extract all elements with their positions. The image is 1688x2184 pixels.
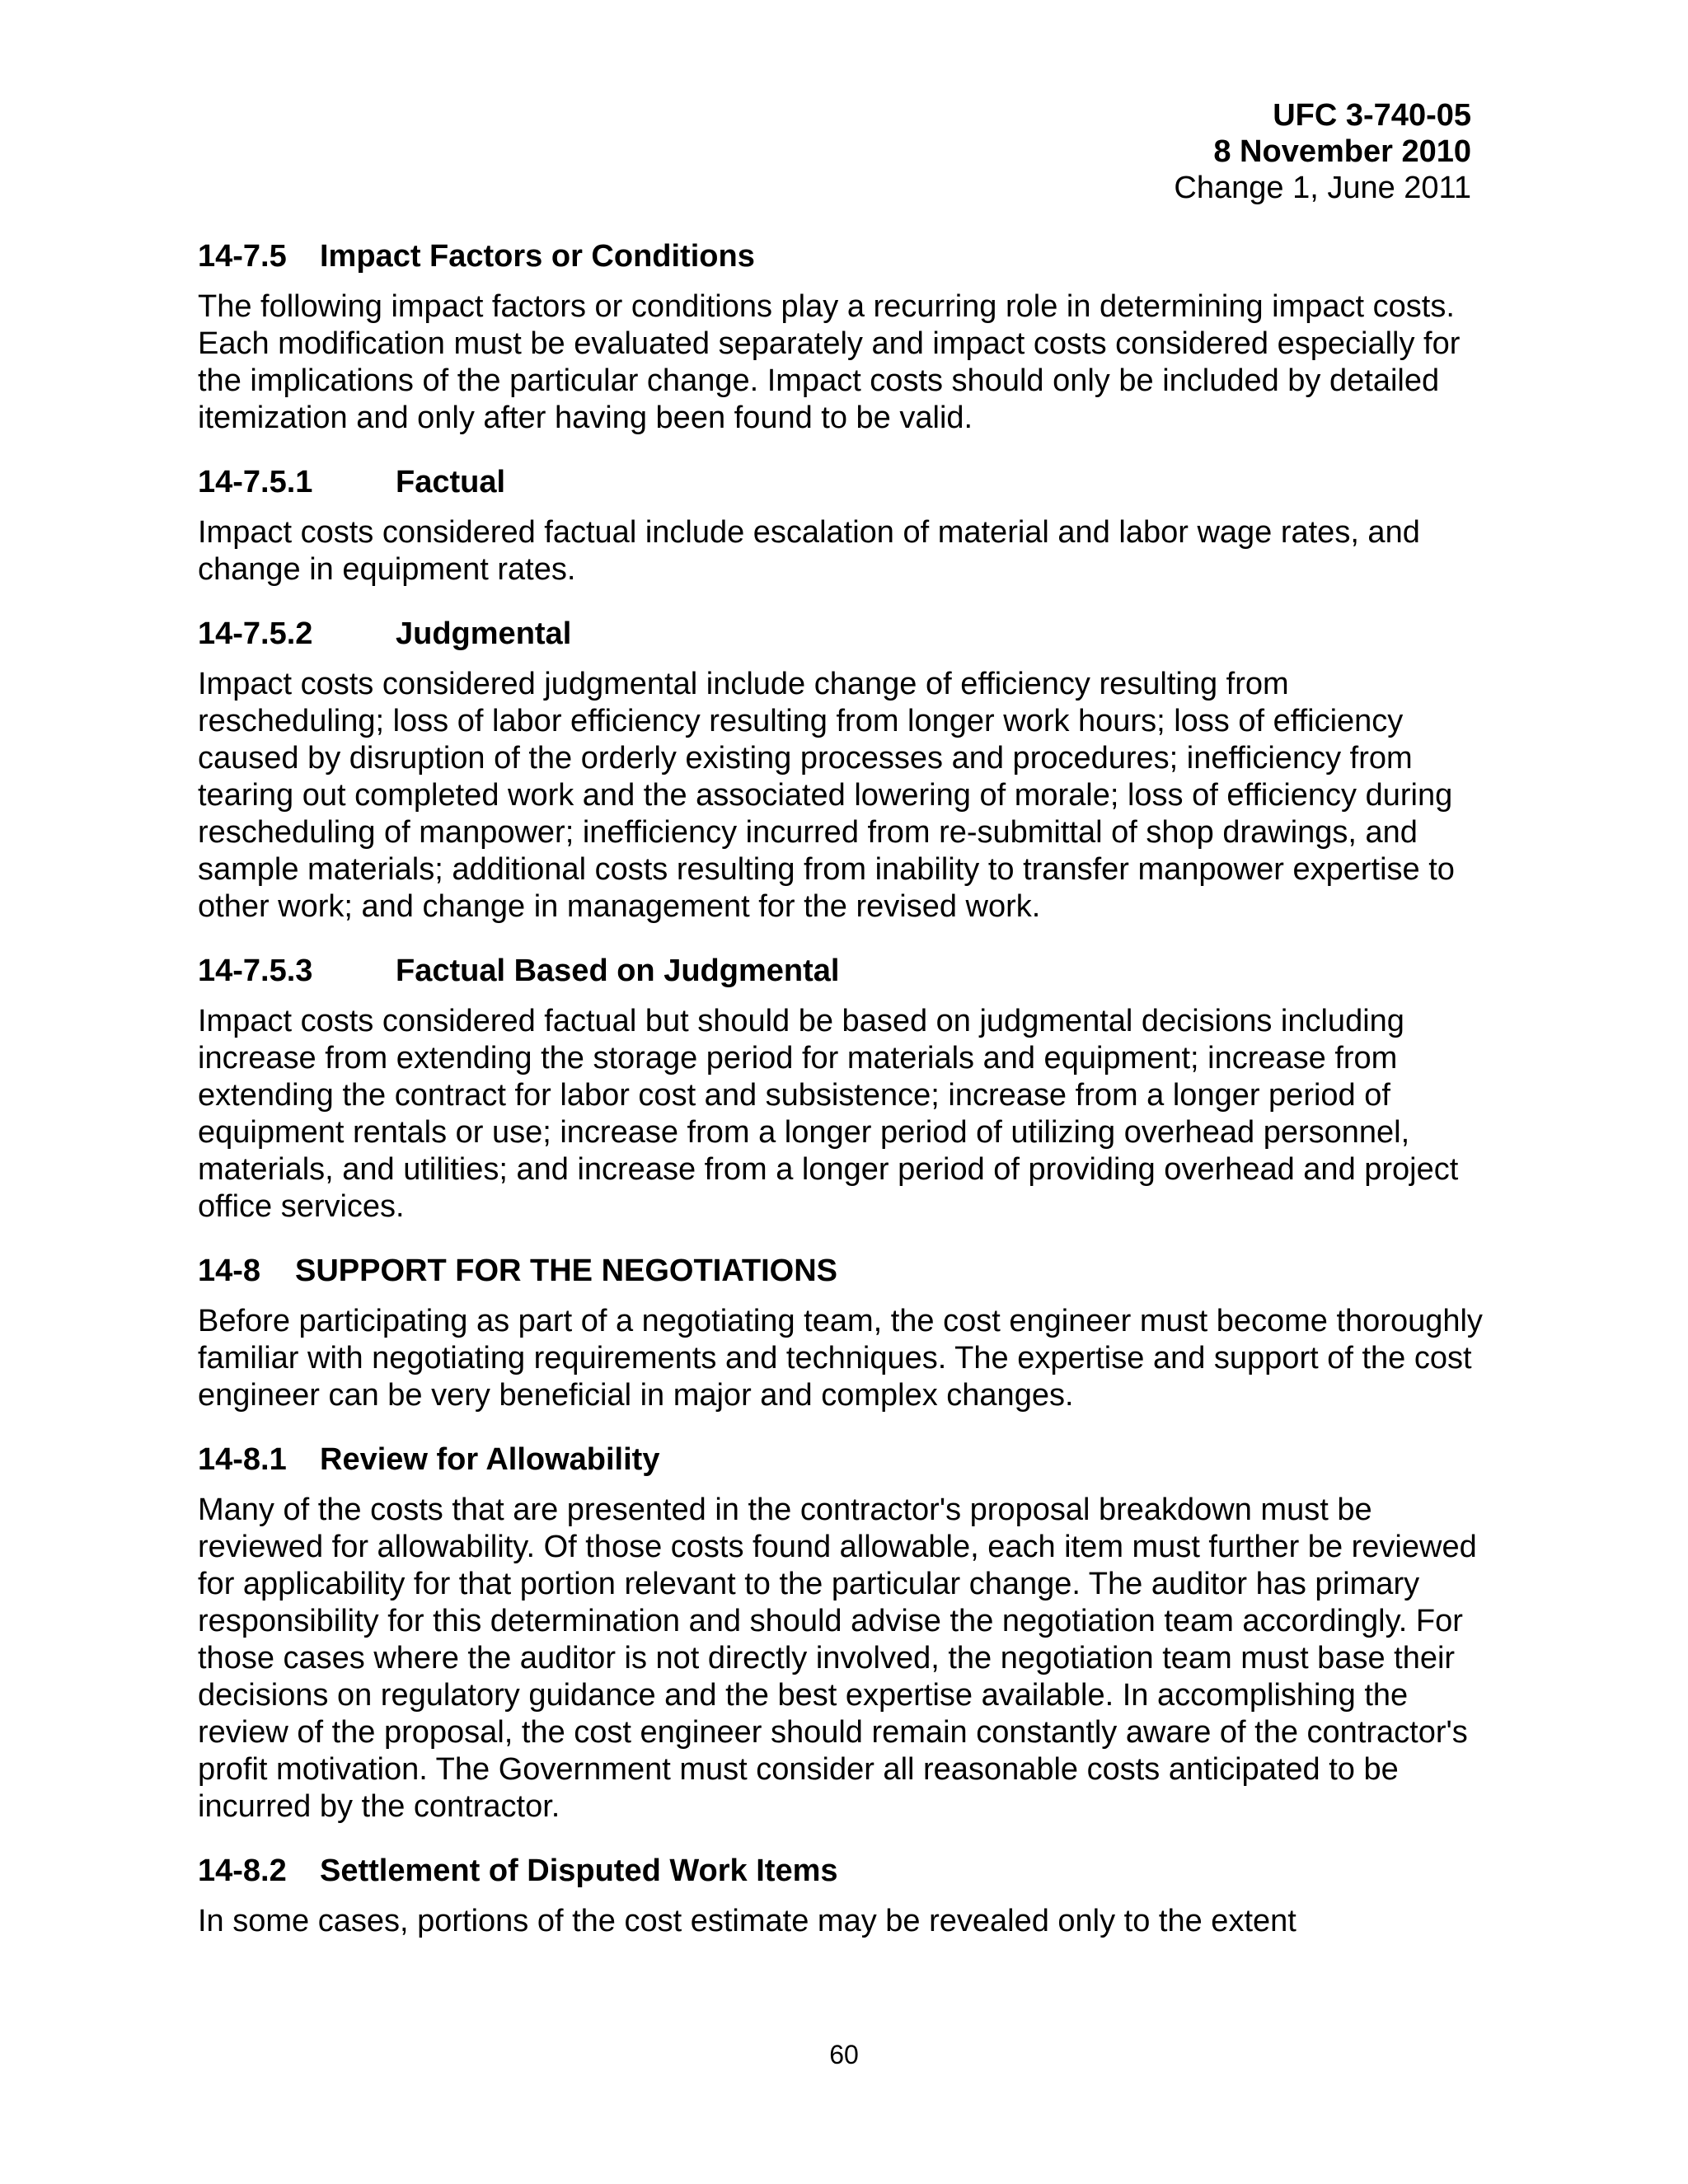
page-number: 60	[829, 2040, 859, 2069]
section-paragraph: Many of the costs that are presented in the contractor's proposal breakdown must be reviewed for allowability. Of those costs found allowable, each item must further be reviewed for applicability for that portion relevant to the particular change. The auditor has primary responsibility for this determination and should advise the negotiation team accordingly. For those cases where the auditor is not directly involved, the negotiation team must base their decisions on regulatory guidance and the best expertise available. In accomplishing the review of the proposal, the cost engineer should remain constantly aware of the contractor's profit motivation. The Government must consider all reasonable costs anticipated to be incurred by the contractor.	[198, 1493, 1477, 1824]
section-paragraph: Impact costs considered factual but should be based on judgmental decisions including increase from extending the storage period for materials and equipment; increase from extending the contract for labor cost and subsistence; increase from a longer period of equipment rentals or use; increase from a longer period of utilizing overhead personnel, materials, and utilities; and increase from a longer period of providing overhead and project office services.	[198, 1004, 1459, 1224]
section-heading	[198, 237, 1484, 275]
section-paragraph: Before participating as part of a negotiating team, the cost engineer must become thoroughly familiar with negotiating requirements and techniques. The expertise and support of the cost engineer can be very beneficial in major and complex changes.	[198, 1304, 1483, 1413]
document-body	[198, 237, 1484, 1966]
section-title: Factual Based on Judgmental	[396, 954, 840, 988]
section-number: 14-8.1	[198, 1442, 287, 1477]
section-number: 14-8.2	[198, 1854, 287, 1888]
section-paragraph: In some cases, portions of the cost estimate may be revealed only to the extent	[198, 1904, 1296, 1938]
section-heading	[198, 463, 1484, 501]
section-title: SUPPORT FOR THE NEGOTIATIONS	[295, 1254, 837, 1288]
section-heading	[198, 1852, 1484, 1890]
section-number: 14-8	[198, 1254, 261, 1288]
document-change-note: Change 1, June 2011	[1174, 171, 1471, 205]
section-title: Impact Factors or Conditions	[320, 239, 755, 274]
section-number: 14-7.5.2	[198, 616, 313, 651]
section-paragraph: Impact costs considered factual include escalation of material and labor wage rates, and change in equipment rates.	[198, 515, 1420, 587]
section-paragraph: The following impact factors or conditions play a recurring role in determining impact costs. Each modification must be evaluated separately and impact costs considered especially for the implications of the particular change. Impact costs should only be included by detailed itemization and only after having been found to be valid.	[198, 289, 1461, 435]
document-date: 8 November 2010	[1213, 134, 1471, 169]
section-title: Judgmental	[396, 616, 572, 651]
section-title: Review for Allowability	[320, 1442, 660, 1477]
section-number: 14-7.5	[198, 239, 287, 274]
section-heading	[198, 952, 1484, 990]
section-heading	[198, 1441, 1484, 1479]
document-header	[1174, 97, 1471, 206]
section-title: Factual	[396, 465, 506, 499]
section-heading	[198, 615, 1484, 653]
section-number: 14-7.5.3	[198, 954, 313, 988]
section-paragraph: Impact costs considered judgmental include change of efficiency resulting from rescheduling; loss of labor efficiency resulting from longer work hours; loss of efficiency caused by disruption of the orderly existing processes and procedures; inefficiency from tearing out completed work and the associated lowering of morale; loss of efficiency during rescheduling of manpower; inefficiency incurred from re-submittal of shop drawings, and sample materials; additional costs resulting from inability to transfer manpower expertise to other work; and change in management for the revised work.	[198, 667, 1455, 924]
section-title: Settlement of Disputed Work Items	[320, 1854, 838, 1888]
section-number: 14-7.5.1	[198, 465, 313, 499]
document-id: UFC 3-740-05	[1273, 98, 1471, 133]
section-heading	[198, 1252, 1484, 1290]
